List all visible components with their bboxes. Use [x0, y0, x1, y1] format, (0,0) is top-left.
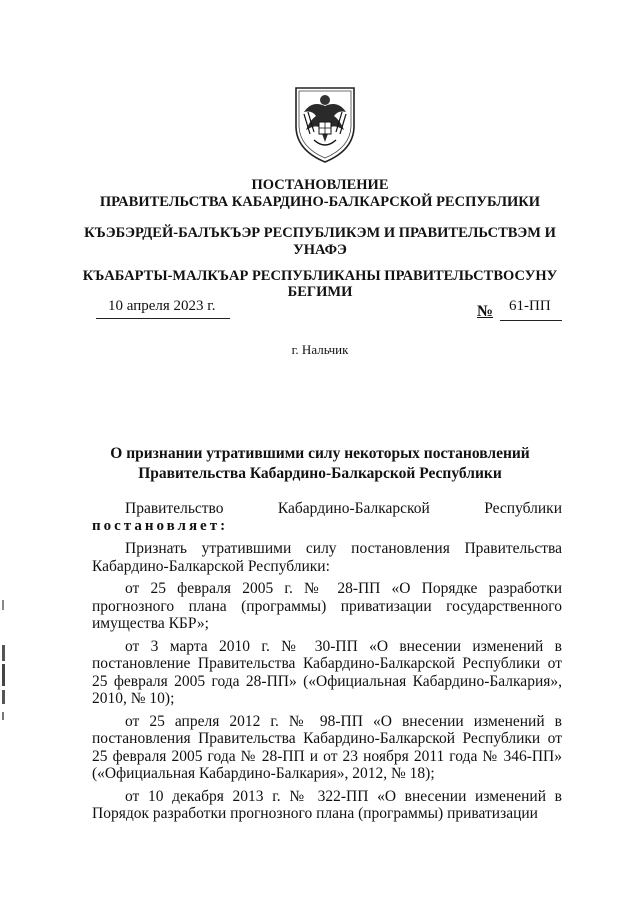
decree-heading: ПОСТАНОВЛЕНИЕ: [251, 177, 389, 193]
number-label: №: [477, 303, 494, 320]
document-title: [60, 444, 580, 484]
title-line-1: О признании утратившими силу некоторых постановлений: [110, 445, 530, 462]
paragraph: от 3 марта 2010 г. № 30-ПП «О внесении изменений в постановление Правительства Кабардино-Балкарской Республики от 25 февраля 2005 года 28-ПП» («Официальная Кабардино-Балкария», 2010, № 10);: [92, 637, 562, 707]
intro-text: Правительство Кабардино-Балкарской Республики: [125, 500, 562, 517]
paragraph: от 25 апреля 2012 г. № 98-ПП «О внесении изменений в постановления Правительства Кабардино-Балкарской Республики от 25 февраля 2005 года № 28-ПП и от 23 ноября 2011 года № 346-ПП» («Официальная Кабардино-Балкария», 2012, № 18);: [92, 712, 562, 782]
paragraph: Признать утратившими силу постановления Правительства Кабардино-Балкарской Республики:: [92, 540, 562, 575]
scan-margin-marks: [0, 600, 8, 730]
kabardian-heading-line1: КЪЭБЭРДЕЙ-БАЛЪКЪЭР РЕСПУБЛИКЭМ И ПРАВИТЕЛЬСТВЭМ И: [84, 225, 556, 241]
paragraph: от 25 февраля 2005 г. № 28-ПП «О Порядке разработки прогнозного плана (программы) приватизации государственного имущества КБР»;: [92, 580, 562, 632]
kbr-coat-of-arms-icon: [290, 78, 360, 164]
title-line-2: Правительства Кабардино-Балкарской Республики: [138, 465, 502, 482]
government-heading: ПРАВИТЕЛЬСТВА КАБАРДИНО-БАЛКАРСКОЙ РЕСПУБЛИКИ: [99, 194, 541, 210]
decree-word: постановляет:: [92, 517, 229, 534]
number-underline: [500, 320, 562, 321]
paragraph: от 10 декабря 2013 г. № 322-ПП «О внесении изменений в Порядок разработки прогнозного плана (программы) приватизации: [92, 787, 562, 822]
decree-number: 61-ПП: [509, 298, 551, 314]
kabardian-heading-line2: УНАФЭ: [293, 242, 347, 258]
coat-of-arms-emblem: [290, 78, 360, 164]
city-name: г. Нальчик: [291, 342, 349, 357]
decree-date: 10 апреля 2023 г.: [108, 298, 216, 314]
date-underline: [96, 318, 230, 319]
balkar-heading-line1: КЪАБАРТЫ-МАЛКЪАР РЕСПУБЛИКАНЫ ПРАВИТЕЛЬСТВОСУНУ: [82, 268, 558, 284]
balkar-heading-line2: БЕГИМИ: [287, 284, 353, 300]
document-body: [92, 500, 562, 828]
